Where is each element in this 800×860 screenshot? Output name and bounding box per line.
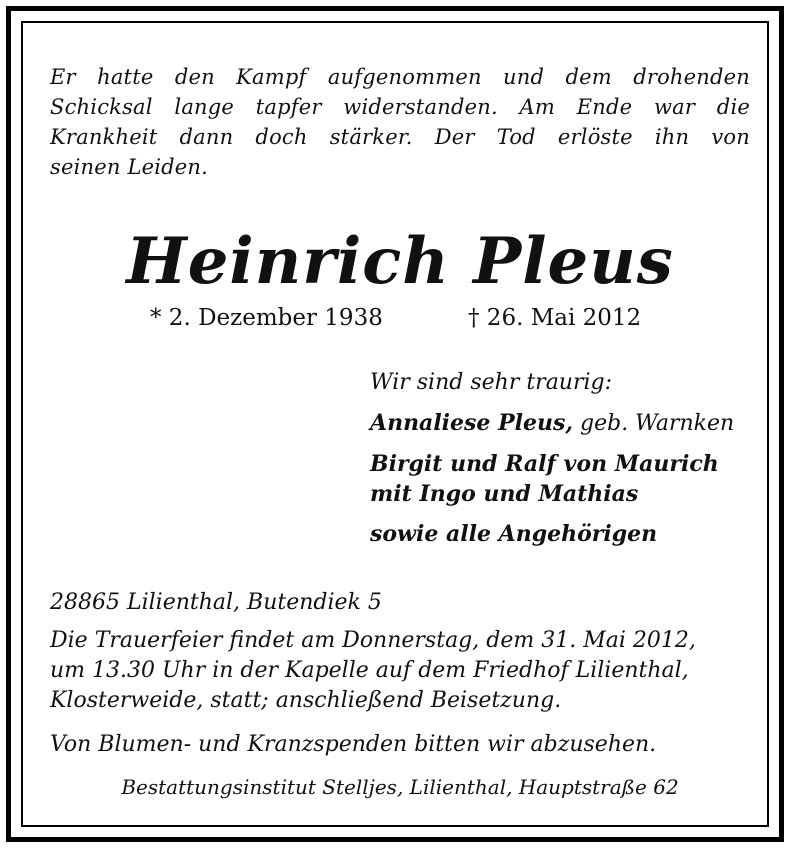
funeral-info <box>50 626 750 716</box>
intro-text <box>50 62 750 182</box>
funeral-line: um 13.30 Uhr in der Kapelle auf dem Friedhof Lilienthal, <box>50 658 689 683</box>
intro-line: seinen Leiden. <box>50 155 209 179</box>
spouse-name: Annaliese Pleus, <box>370 410 574 436</box>
death-date: † 26. Mai 2012 <box>468 305 642 331</box>
funeral-line: Klosterweide, statt; anschließend Beisetzung. <box>50 688 562 713</box>
mourners-block <box>370 368 770 549</box>
flowers-note: Von Blumen- und Kranzspenden bitten wir abzusehen. <box>50 732 657 757</box>
mourners-heading: Wir sind sehr traurig: <box>370 370 613 395</box>
birth-date: * 2. Dezember 1938 <box>150 305 383 331</box>
funeral-line: Die Trauerfeier findet am Donnerstag, dem 31. Mai 2012, <box>50 628 696 653</box>
address: 28865 Lilienthal, Butendiek 5 <box>50 590 382 615</box>
spouse-line <box>370 408 770 439</box>
intro-line: Schicksal lange tapfer widerstanden. Am Ende war die <box>50 95 750 119</box>
intro-line: Er hatte den Kampf aufgenommen und dem drohenden <box>50 65 750 89</box>
intro-line: Krankheit dann doch stärker. Der Tod erlöste ihn von <box>50 125 750 149</box>
family-line: mit Ingo und Mathias <box>370 481 639 507</box>
relatives-line: sowie alle Angehörigen <box>370 521 658 547</box>
deceased-name: Heinrich Pleus <box>126 224 674 299</box>
spouse-maiden-name: geb. Warnken <box>573 411 735 436</box>
family-line: Birgit und Ralf von Maurich <box>370 451 719 477</box>
undertaker-line: Bestattungsinstitut Stelljes, Lilienthal, Hauptstraße 62 <box>121 775 679 799</box>
